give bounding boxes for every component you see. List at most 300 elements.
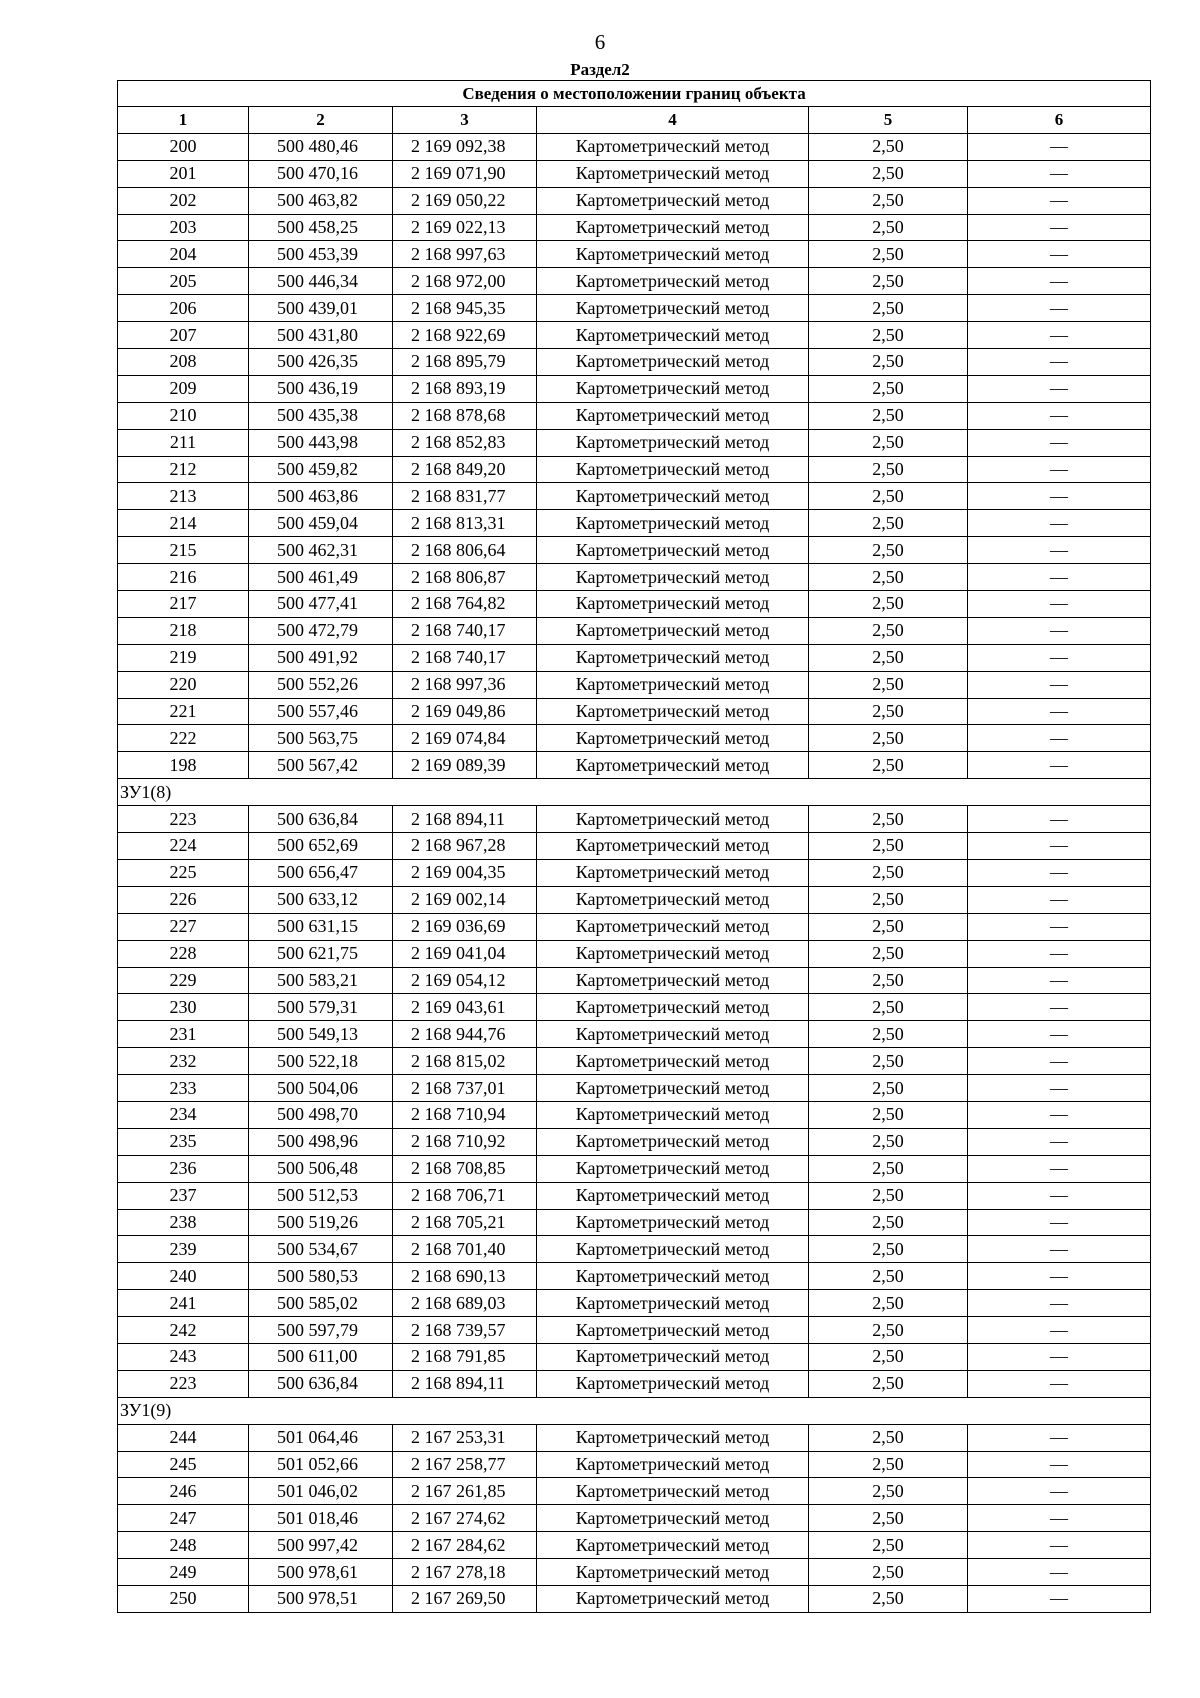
- description-cell: —: [968, 994, 1151, 1021]
- table-row: [118, 214, 1151, 241]
- accuracy-cell: 2,50: [809, 1370, 968, 1397]
- table-row: [118, 268, 1151, 295]
- table-row: [118, 187, 1151, 214]
- description-cell: —: [968, 806, 1151, 833]
- table-row: [118, 402, 1151, 429]
- accuracy-cell: 2,50: [809, 1290, 968, 1317]
- y-coordinate-cell: 2 169 054,12: [393, 967, 537, 994]
- y-coordinate-cell: 2 168 739,57: [393, 1317, 537, 1344]
- table-row: [118, 859, 1151, 886]
- point-number-cell: 210: [118, 402, 249, 429]
- description-cell: —: [968, 1451, 1151, 1478]
- method-cell: Картометрический метод: [537, 671, 809, 698]
- description-cell: —: [968, 241, 1151, 268]
- point-number-cell: 200: [118, 133, 249, 160]
- point-number-cell: 209: [118, 375, 249, 402]
- table-row: [118, 806, 1151, 833]
- table-row: [118, 1317, 1151, 1344]
- x-coordinate-cell: 500 472,79: [249, 617, 393, 644]
- x-coordinate-cell: 500 580,53: [249, 1263, 393, 1290]
- y-coordinate-cell: 2 168 701,40: [393, 1236, 537, 1263]
- table-row: [118, 1532, 1151, 1559]
- y-coordinate-cell: 2 168 737,01: [393, 1075, 537, 1102]
- accuracy-cell: 2,50: [809, 133, 968, 160]
- accuracy-cell: 2,50: [809, 1101, 968, 1128]
- method-cell: Картометрический метод: [537, 1370, 809, 1397]
- method-cell: Картометрический метод: [537, 1048, 809, 1075]
- point-number-cell: 221: [118, 698, 249, 725]
- x-coordinate-cell: 500 997,42: [249, 1532, 393, 1559]
- x-coordinate-cell: 500 611,00: [249, 1343, 393, 1370]
- point-number-cell: 213: [118, 483, 249, 510]
- table-row: [118, 698, 1151, 725]
- x-coordinate-cell: 500 512,53: [249, 1182, 393, 1209]
- x-coordinate-cell: 500 652,69: [249, 833, 393, 860]
- table-row: [118, 1290, 1151, 1317]
- x-coordinate-cell: 500 504,06: [249, 1075, 393, 1102]
- y-coordinate-cell: 2 168 740,17: [393, 617, 537, 644]
- method-cell: Картометрический метод: [537, 375, 809, 402]
- y-coordinate-cell: 2 167 253,31: [393, 1424, 537, 1451]
- point-number-cell: 216: [118, 564, 249, 591]
- y-coordinate-cell: 2 168 997,36: [393, 671, 537, 698]
- column-number: 5: [809, 107, 968, 134]
- table-row: [118, 1585, 1151, 1612]
- point-number-cell: 218: [118, 617, 249, 644]
- point-number-cell: 206: [118, 295, 249, 322]
- y-coordinate-cell: 2 168 705,21: [393, 1209, 537, 1236]
- accuracy-cell: 2,50: [809, 1505, 968, 1532]
- point-number-cell: 223: [118, 806, 249, 833]
- y-coordinate-cell: 2 167 258,77: [393, 1451, 537, 1478]
- method-cell: Картометрический метод: [537, 913, 809, 940]
- description-cell: —: [968, 456, 1151, 483]
- description-cell: —: [968, 1290, 1151, 1317]
- column-number: 1: [118, 107, 249, 134]
- description-cell: —: [968, 1370, 1151, 1397]
- table-row: [118, 967, 1151, 994]
- table-caption: Сведения о местоположении границ объекта: [118, 81, 1151, 107]
- table-row: [118, 241, 1151, 268]
- accuracy-cell: 2,50: [809, 1155, 968, 1182]
- table-caption-row: [118, 81, 1151, 107]
- y-coordinate-cell: 2 169 002,14: [393, 886, 537, 913]
- table-row: [118, 1343, 1151, 1370]
- table-row: [118, 160, 1151, 187]
- accuracy-cell: 2,50: [809, 1559, 968, 1586]
- x-coordinate-cell: 500 498,96: [249, 1128, 393, 1155]
- description-cell: —: [968, 1505, 1151, 1532]
- table-row: [118, 456, 1151, 483]
- accuracy-cell: 2,50: [809, 1343, 968, 1370]
- y-coordinate-cell: 2 168 710,94: [393, 1101, 537, 1128]
- description-cell: —: [968, 1101, 1151, 1128]
- table-row: [118, 833, 1151, 860]
- y-coordinate-cell: 2 168 706,71: [393, 1182, 537, 1209]
- y-coordinate-cell: 2 169 004,35: [393, 859, 537, 886]
- method-cell: Картометрический метод: [537, 349, 809, 376]
- description-cell: —: [968, 268, 1151, 295]
- y-coordinate-cell: 2 168 689,03: [393, 1290, 537, 1317]
- x-coordinate-cell: 500 621,75: [249, 940, 393, 967]
- method-cell: Картометрический метод: [537, 1209, 809, 1236]
- x-coordinate-cell: 500 631,15: [249, 913, 393, 940]
- table-row: [118, 1021, 1151, 1048]
- accuracy-cell: 2,50: [809, 1182, 968, 1209]
- x-coordinate-cell: 500 583,21: [249, 967, 393, 994]
- description-cell: —: [968, 295, 1151, 322]
- accuracy-cell: 2,50: [809, 1075, 968, 1102]
- table-row: [118, 752, 1151, 779]
- method-cell: Картометрический метод: [537, 1182, 809, 1209]
- point-number-cell: 208: [118, 349, 249, 376]
- table-row: [118, 375, 1151, 402]
- point-number-cell: 214: [118, 510, 249, 537]
- accuracy-cell: 2,50: [809, 375, 968, 402]
- x-coordinate-cell: 500 498,70: [249, 1101, 393, 1128]
- table-row: [118, 510, 1151, 537]
- description-cell: —: [968, 510, 1151, 537]
- accuracy-cell: 2,50: [809, 160, 968, 187]
- description-cell: —: [968, 1263, 1151, 1290]
- y-coordinate-cell: 2 168 806,64: [393, 537, 537, 564]
- accuracy-cell: 2,50: [809, 1317, 968, 1344]
- accuracy-cell: 2,50: [809, 1585, 968, 1612]
- table-row: [118, 671, 1151, 698]
- accuracy-cell: 2,50: [809, 1451, 968, 1478]
- column-number: 4: [537, 107, 809, 134]
- description-cell: —: [968, 1021, 1151, 1048]
- accuracy-cell: 2,50: [809, 483, 968, 510]
- accuracy-cell: 2,50: [809, 617, 968, 644]
- x-coordinate-cell: 500 585,02: [249, 1290, 393, 1317]
- description-cell: —: [968, 698, 1151, 725]
- accuracy-cell: 2,50: [809, 429, 968, 456]
- description-cell: —: [968, 537, 1151, 564]
- column-number: 3: [393, 107, 537, 134]
- point-number-cell: 247: [118, 1505, 249, 1532]
- method-cell: Картометрический метод: [537, 133, 809, 160]
- table-row: [118, 1370, 1151, 1397]
- x-coordinate-cell: 500 549,13: [249, 1021, 393, 1048]
- table-row: [118, 1128, 1151, 1155]
- method-cell: Картометрический метод: [537, 1451, 809, 1478]
- method-cell: Картометрический метод: [537, 1585, 809, 1612]
- point-number-cell: 207: [118, 322, 249, 349]
- x-coordinate-cell: 500 458,25: [249, 214, 393, 241]
- method-cell: Картометрический метод: [537, 833, 809, 860]
- description-cell: —: [968, 886, 1151, 913]
- method-cell: Картометрический метод: [537, 564, 809, 591]
- x-coordinate-cell: 500 459,04: [249, 510, 393, 537]
- section-title: Раздел2: [570, 60, 630, 79]
- accuracy-cell: 2,50: [809, 940, 968, 967]
- point-number-cell: 237: [118, 1182, 249, 1209]
- accuracy-cell: 2,50: [809, 725, 968, 752]
- group-header-row: [118, 779, 1151, 806]
- y-coordinate-cell: 2 169 071,90: [393, 160, 537, 187]
- y-coordinate-cell: 2 167 269,50: [393, 1585, 537, 1612]
- x-coordinate-cell: 500 439,01: [249, 295, 393, 322]
- point-number-cell: 248: [118, 1532, 249, 1559]
- y-coordinate-cell: 2 168 849,20: [393, 456, 537, 483]
- y-coordinate-cell: 2 168 967,28: [393, 833, 537, 860]
- table-row: [118, 994, 1151, 1021]
- method-cell: Картометрический метод: [537, 806, 809, 833]
- description-cell: —: [968, 483, 1151, 510]
- point-number-cell: 215: [118, 537, 249, 564]
- point-number-cell: 202: [118, 187, 249, 214]
- accuracy-cell: 2,50: [809, 456, 968, 483]
- description-cell: —: [968, 375, 1151, 402]
- table-row: [118, 1182, 1151, 1209]
- table-row: [118, 591, 1151, 618]
- point-number-cell: 220: [118, 671, 249, 698]
- x-coordinate-cell: 500 579,31: [249, 994, 393, 1021]
- column-number: 6: [968, 107, 1151, 134]
- accuracy-cell: 2,50: [809, 644, 968, 671]
- x-coordinate-cell: 500 978,61: [249, 1559, 393, 1586]
- x-coordinate-cell: 500 477,41: [249, 591, 393, 618]
- method-cell: Картометрический метод: [537, 1155, 809, 1182]
- x-coordinate-cell: 500 597,79: [249, 1317, 393, 1344]
- point-number-cell: 250: [118, 1585, 249, 1612]
- accuracy-cell: 2,50: [809, 886, 968, 913]
- description-cell: —: [968, 913, 1151, 940]
- point-number-cell: 201: [118, 160, 249, 187]
- table-row: [118, 1101, 1151, 1128]
- y-coordinate-cell: 2 168 708,85: [393, 1155, 537, 1182]
- table-row: [118, 349, 1151, 376]
- description-cell: —: [968, 1075, 1151, 1102]
- y-coordinate-cell: 2 169 022,13: [393, 214, 537, 241]
- x-coordinate-cell: 500 470,16: [249, 160, 393, 187]
- method-cell: Картометрический метод: [537, 160, 809, 187]
- table-row: [118, 1155, 1151, 1182]
- point-number-cell: 249: [118, 1559, 249, 1586]
- x-coordinate-cell: 501 052,66: [249, 1451, 393, 1478]
- method-cell: Картометрический метод: [537, 1101, 809, 1128]
- description-cell: —: [968, 1155, 1151, 1182]
- y-coordinate-cell: 2 168 972,00: [393, 268, 537, 295]
- y-coordinate-cell: 2 169 036,69: [393, 913, 537, 940]
- method-cell: Картометрический метод: [537, 940, 809, 967]
- method-cell: Картометрический метод: [537, 1236, 809, 1263]
- table-row: [118, 1075, 1151, 1102]
- accuracy-cell: 2,50: [809, 510, 968, 537]
- y-coordinate-cell: 2 169 043,61: [393, 994, 537, 1021]
- method-cell: Картометрический метод: [537, 1424, 809, 1451]
- x-coordinate-cell: 500 463,86: [249, 483, 393, 510]
- table-row: [118, 1424, 1151, 1451]
- accuracy-cell: 2,50: [809, 268, 968, 295]
- x-coordinate-cell: 500 534,67: [249, 1236, 393, 1263]
- accuracy-cell: 2,50: [809, 1128, 968, 1155]
- description-cell: —: [968, 940, 1151, 967]
- table-row: [118, 644, 1151, 671]
- y-coordinate-cell: 2 169 041,04: [393, 940, 537, 967]
- method-cell: Картометрический метод: [537, 1290, 809, 1317]
- accuracy-cell: 2,50: [809, 806, 968, 833]
- y-coordinate-cell: 2 168 764,82: [393, 591, 537, 618]
- method-cell: Картометрический метод: [537, 187, 809, 214]
- point-number-cell: 228: [118, 940, 249, 967]
- x-coordinate-cell: 500 567,42: [249, 752, 393, 779]
- description-cell: —: [968, 1424, 1151, 1451]
- table-row: [118, 1451, 1151, 1478]
- description-cell: —: [968, 160, 1151, 187]
- table-row: [118, 1236, 1151, 1263]
- method-cell: Картометрический метод: [537, 1559, 809, 1586]
- x-coordinate-cell: 500 462,31: [249, 537, 393, 564]
- accuracy-cell: 2,50: [809, 1478, 968, 1505]
- method-cell: Картометрический метод: [537, 429, 809, 456]
- point-number-cell: 225: [118, 859, 249, 886]
- table-row: [118, 725, 1151, 752]
- point-number-cell: 226: [118, 886, 249, 913]
- description-cell: —: [968, 564, 1151, 591]
- table-row: [118, 617, 1151, 644]
- method-cell: Картометрический метод: [537, 1343, 809, 1370]
- accuracy-cell: 2,50: [809, 698, 968, 725]
- description-cell: —: [968, 1585, 1151, 1612]
- page-number: 6: [594, 30, 606, 54]
- group-label: ЗУ1(9): [118, 1397, 1151, 1424]
- table-row: [118, 1559, 1151, 1586]
- x-coordinate-cell: 500 636,84: [249, 806, 393, 833]
- table-row: [118, 1505, 1151, 1532]
- y-coordinate-cell: 2 168 710,92: [393, 1128, 537, 1155]
- table-row: [118, 537, 1151, 564]
- y-coordinate-cell: 2 168 922,69: [393, 322, 537, 349]
- description-cell: —: [968, 1182, 1151, 1209]
- description-cell: —: [968, 429, 1151, 456]
- x-coordinate-cell: 500 978,51: [249, 1585, 393, 1612]
- point-number-cell: 234: [118, 1101, 249, 1128]
- description-cell: —: [968, 1343, 1151, 1370]
- x-coordinate-cell: 500 522,18: [249, 1048, 393, 1075]
- method-cell: Картометрический метод: [537, 1021, 809, 1048]
- y-coordinate-cell: 2 167 278,18: [393, 1559, 537, 1586]
- y-coordinate-cell: 2 168 815,02: [393, 1048, 537, 1075]
- x-coordinate-cell: 500 446,34: [249, 268, 393, 295]
- description-cell: —: [968, 1478, 1151, 1505]
- point-number-cell: 222: [118, 725, 249, 752]
- y-coordinate-cell: 2 168 852,83: [393, 429, 537, 456]
- accuracy-cell: 2,50: [809, 537, 968, 564]
- description-cell: —: [968, 967, 1151, 994]
- table-row: [118, 322, 1151, 349]
- table-row: [118, 940, 1151, 967]
- y-coordinate-cell: 2 168 813,31: [393, 510, 537, 537]
- x-coordinate-cell: 501 064,46: [249, 1424, 393, 1451]
- description-cell: —: [968, 1128, 1151, 1155]
- method-cell: Картометрический метод: [537, 241, 809, 268]
- method-cell: Картометрический метод: [537, 1128, 809, 1155]
- method-cell: Картометрический метод: [537, 698, 809, 725]
- y-coordinate-cell: 2 168 997,63: [393, 241, 537, 268]
- accuracy-cell: 2,50: [809, 1021, 968, 1048]
- description-cell: —: [968, 617, 1151, 644]
- method-cell: Картометрический метод: [537, 295, 809, 322]
- method-cell: Картометрический метод: [537, 214, 809, 241]
- table-row: [118, 886, 1151, 913]
- x-coordinate-cell: 500 461,49: [249, 564, 393, 591]
- x-coordinate-cell: 500 552,26: [249, 671, 393, 698]
- point-number-cell: 245: [118, 1451, 249, 1478]
- point-number-cell: 233: [118, 1075, 249, 1102]
- method-cell: Картометрический метод: [537, 510, 809, 537]
- y-coordinate-cell: 2 169 092,38: [393, 133, 537, 160]
- x-coordinate-cell: 500 519,26: [249, 1209, 393, 1236]
- method-cell: Картометрический метод: [537, 456, 809, 483]
- x-coordinate-cell: 501 018,46: [249, 1505, 393, 1532]
- point-number-cell: 223: [118, 1370, 249, 1397]
- x-coordinate-cell: 500 557,46: [249, 698, 393, 725]
- description-cell: —: [968, 591, 1151, 618]
- accuracy-cell: 2,50: [809, 752, 968, 779]
- description-cell: —: [968, 1559, 1151, 1586]
- description-cell: —: [968, 725, 1151, 752]
- point-number-cell: 204: [118, 241, 249, 268]
- boundary-table: [117, 80, 1151, 1613]
- description-cell: —: [968, 322, 1151, 349]
- table-row: [118, 1263, 1151, 1290]
- x-coordinate-cell: 500 563,75: [249, 725, 393, 752]
- accuracy-cell: 2,50: [809, 833, 968, 860]
- method-cell: Картометрический метод: [537, 537, 809, 564]
- description-cell: —: [968, 1236, 1151, 1263]
- table-row: [118, 1478, 1151, 1505]
- method-cell: Картометрический метод: [537, 1075, 809, 1102]
- x-coordinate-cell: 500 633,12: [249, 886, 393, 913]
- group-header-row: [118, 1397, 1151, 1424]
- accuracy-cell: 2,50: [809, 859, 968, 886]
- accuracy-cell: 2,50: [809, 967, 968, 994]
- method-cell: Картометрический метод: [537, 1478, 809, 1505]
- x-coordinate-cell: 500 656,47: [249, 859, 393, 886]
- description-cell: —: [968, 1048, 1151, 1075]
- accuracy-cell: 2,50: [809, 295, 968, 322]
- x-coordinate-cell: 500 480,46: [249, 133, 393, 160]
- y-coordinate-cell: 2 168 791,85: [393, 1343, 537, 1370]
- y-coordinate-cell: 2 168 944,76: [393, 1021, 537, 1048]
- accuracy-cell: 2,50: [809, 994, 968, 1021]
- x-coordinate-cell: 500 431,80: [249, 322, 393, 349]
- y-coordinate-cell: 2 169 050,22: [393, 187, 537, 214]
- y-coordinate-cell: 2 167 261,85: [393, 1478, 537, 1505]
- y-coordinate-cell: 2 167 274,62: [393, 1505, 537, 1532]
- point-number-cell: 205: [118, 268, 249, 295]
- description-cell: —: [968, 1317, 1151, 1344]
- accuracy-cell: 2,50: [809, 1048, 968, 1075]
- point-number-cell: 246: [118, 1478, 249, 1505]
- method-cell: Картометрический метод: [537, 402, 809, 429]
- table-row: [118, 483, 1151, 510]
- accuracy-cell: 2,50: [809, 1263, 968, 1290]
- point-number-cell: 217: [118, 591, 249, 618]
- y-coordinate-cell: 2 169 089,39: [393, 752, 537, 779]
- point-number-cell: 236: [118, 1155, 249, 1182]
- point-number-cell: 219: [118, 644, 249, 671]
- table-row: [118, 913, 1151, 940]
- method-cell: Картометрический метод: [537, 967, 809, 994]
- y-coordinate-cell: 2 168 690,13: [393, 1263, 537, 1290]
- description-cell: —: [968, 187, 1151, 214]
- column-number: 2: [249, 107, 393, 134]
- method-cell: Картометрический метод: [537, 886, 809, 913]
- description-cell: —: [968, 752, 1151, 779]
